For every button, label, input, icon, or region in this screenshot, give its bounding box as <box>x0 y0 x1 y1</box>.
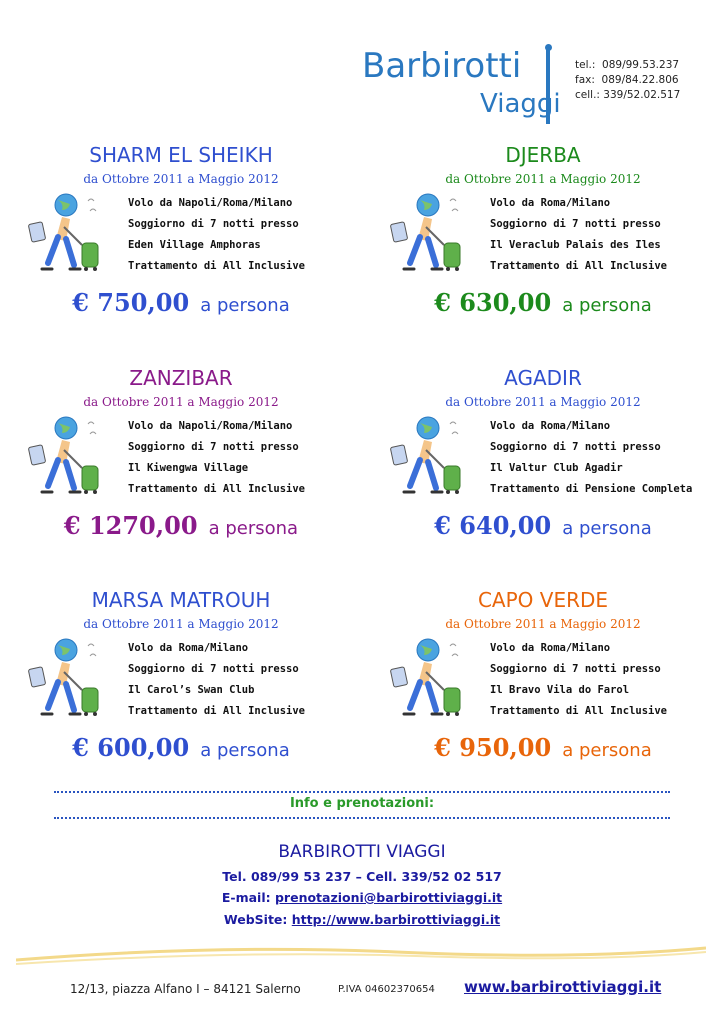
offer-card <box>362 366 724 588</box>
detail-treatment: Trattamento di All Inclusive <box>490 705 668 717</box>
offer-details <box>490 418 692 502</box>
price-per-person: a persona <box>200 295 290 316</box>
detail-flight: Volo da Roma/Milano <box>490 420 611 432</box>
traveler-illustration-icon <box>390 191 468 275</box>
offer-period: da Ottobre 2011 a Maggio 2012 <box>83 617 279 631</box>
contact-cell: cell.: 339/52.02.517 <box>575 89 681 101</box>
contact-tel: tel.: 089/99.53.237 <box>575 59 680 71</box>
traveler-illustration-icon <box>28 636 106 720</box>
website-label: WebSite: <box>223 912 288 927</box>
footer-wave-decoration <box>16 938 706 978</box>
price-per-person: a persona <box>208 518 299 539</box>
detail-stay: Soggiorno di 7 notti presso <box>490 441 661 453</box>
detail-treatment: Trattamento di Pensione Completa <box>490 483 693 495</box>
divider-bottom <box>54 817 670 819</box>
offer-period: da Ottobre 2011 a Maggio 2012 <box>445 395 641 409</box>
offer-details <box>128 195 305 279</box>
detail-stay: Soggiorno di 7 notti presso <box>128 441 299 453</box>
offer-price <box>362 733 724 762</box>
detail-hotel: Il Bravo Vila do Farol <box>490 684 630 696</box>
offer-price <box>0 511 362 540</box>
offer-card <box>362 588 724 810</box>
logo-sub-text: Viaggi <box>480 89 561 119</box>
price-amount: € 1270,00 <box>63 511 198 540</box>
price-per-person: a persona <box>562 518 652 539</box>
offer-details <box>490 195 667 279</box>
offer-period: da Ottobre 2011 a Maggio 2012 <box>445 172 641 186</box>
price-per-person: a persona <box>562 295 652 316</box>
detail-treatment: Trattamento di All Inclusive <box>490 260 668 272</box>
price-amount: € 750,00 <box>72 288 190 317</box>
detail-treatment: Trattamento di All Inclusive <box>128 260 306 272</box>
email-line <box>0 890 724 905</box>
info-title: Info e prenotazioni: <box>289 796 435 811</box>
detail-hotel: Il Kiwengwa Village <box>128 462 249 474</box>
detail-flight: Volo da Napoli/Roma/Milano <box>128 420 293 432</box>
offer-period: da Ottobre 2011 a Maggio 2012 <box>445 617 641 631</box>
price-amount: € 630,00 <box>434 288 552 317</box>
offer-price <box>362 288 724 317</box>
offer-price <box>0 733 362 762</box>
detail-stay: Soggiorno di 7 notti presso <box>490 218 661 230</box>
company-name: BARBIROTTI VIAGGI <box>278 842 446 862</box>
traveler-illustration-icon <box>28 191 106 275</box>
contact-block <box>575 58 680 103</box>
offer-price <box>362 511 724 540</box>
email-link[interactable]: prenotazioni@barbirottiviaggi.it <box>274 890 503 905</box>
detail-treatment: Trattamento di All Inclusive <box>128 483 306 495</box>
footer-address: 12/13, piazza Alfano I – 84121 Salerno <box>70 982 301 996</box>
offer-card <box>362 143 724 365</box>
detail-flight: Volo da Roma/Milano <box>490 642 611 654</box>
offer-details <box>128 418 305 502</box>
detail-flight: Volo da Roma/Milano <box>128 642 249 654</box>
price-amount: € 600,00 <box>72 733 190 762</box>
detail-stay: Soggiorno di 7 notti presso <box>490 663 661 675</box>
detail-flight: Volo da Roma/Milano <box>490 197 611 209</box>
traveler-illustration-icon <box>390 414 468 498</box>
offer-card <box>0 366 362 588</box>
footer-website-link[interactable]: www.barbirottiviaggi.it <box>464 978 662 996</box>
phone-line: Tel. 089/99 53 237 – Cell. 339/52 02 517 <box>222 869 502 884</box>
detail-stay: Soggiorno di 7 notti presso <box>128 218 299 230</box>
traveler-illustration-icon <box>390 636 468 720</box>
detail-hotel: Il Veraclub Palais des Iles <box>490 239 661 251</box>
offer-card <box>0 588 362 810</box>
detail-hotel: Il Valtur Club Agadir <box>490 462 623 474</box>
offer-details <box>490 640 667 724</box>
destination-title: MARSA MATROUH <box>91 588 271 612</box>
detail-hotel: Il Carol’s Swan Club <box>128 684 255 696</box>
destination-title: CAPO VERDE <box>477 588 609 612</box>
destination-title: AGADIR <box>504 366 582 390</box>
destination-title: SHARM EL SHEIKH <box>89 143 273 167</box>
traveler-illustration-icon <box>28 414 106 498</box>
price-per-person: a persona <box>200 740 290 761</box>
divider-top <box>54 791 670 793</box>
price-amount: € 640,00 <box>434 511 552 540</box>
website-line <box>0 912 724 927</box>
destination-title: ZANZIBAR <box>129 366 233 390</box>
price-per-person: a persona <box>562 740 652 761</box>
logo-main-text: Barbirotti <box>362 46 522 86</box>
offer-price <box>0 288 362 317</box>
detail-treatment: Trattamento di All Inclusive <box>128 705 306 717</box>
price-amount: € 950,00 <box>434 733 552 762</box>
footer-piva: P.IVA 04602370654 <box>338 984 435 995</box>
destination-title: DJERBA <box>505 143 581 167</box>
email-label: E-mail: <box>221 890 271 905</box>
offer-card <box>0 143 362 365</box>
offer-period: da Ottobre 2011 a Maggio 2012 <box>83 395 279 409</box>
offer-details <box>128 640 305 724</box>
website-link[interactable]: http://www.barbirottiviaggi.it <box>291 912 501 927</box>
offer-period: da Ottobre 2011 a Maggio 2012 <box>83 172 279 186</box>
detail-hotel: Eden Village Amphoras <box>128 239 261 251</box>
contact-fax: fax: 089/84.22.806 <box>575 74 679 86</box>
detail-stay: Soggiorno di 7 notti presso <box>128 663 299 675</box>
detail-flight: Volo da Napoli/Roma/Milano <box>128 197 293 209</box>
